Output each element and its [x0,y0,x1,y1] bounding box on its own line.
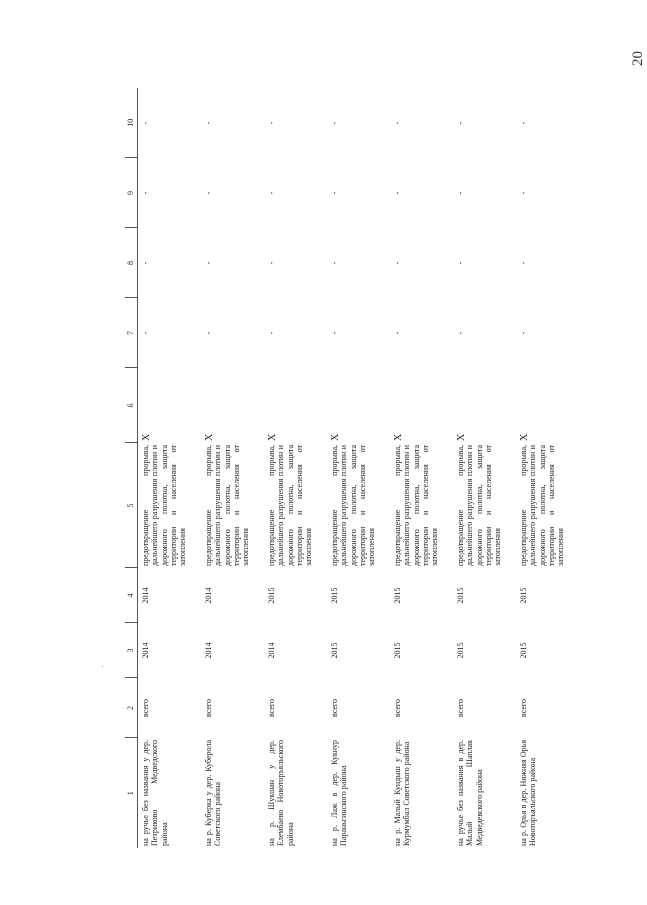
measures-table [125,88,579,848]
value-cell-8: - [204,261,214,265]
total-cell: всего [330,699,340,718]
total-cell: всего [519,699,529,718]
purpose-cell: предотвращение прорыва, дальнейшего разрушения плотин и дорожного полотна, защита территории и населения от затопления [204,445,250,566]
table-row [264,88,327,848]
purpose-cell: предотвращение прорыва, дальнейшего разрушения плотин и дорожного полотна, защита территории и населения от затопления [393,445,439,566]
column-header-5: 5 [125,443,138,568]
value-cell-9: - [330,191,340,195]
value-cell-7: - [519,331,529,335]
table-row [390,88,453,848]
year-end-cell: 2015 [330,587,340,604]
column-header-7: 7 [125,298,138,368]
object-cell: на ручье без названия у дер. Петриково Медведского района [141,740,169,846]
object-cell: на ручье без названия в дер. Малый Шаплак Медведевского района [456,740,484,846]
value-cell-7: - [456,331,466,335]
year-end-cell: 2014 [141,587,151,604]
year-start-cell: 2014 [204,642,214,659]
value-cell-8: - [141,261,151,265]
value-cell-7: - [267,331,277,335]
value-cell-9: - [141,191,151,195]
value-cell-10: - [204,121,214,125]
year-start-cell: 2015 [393,642,403,659]
column-header-2: 2 [125,678,138,738]
object-cell: на р. Шукшан у дер. Елембаево Новоторъяльского района [267,740,295,846]
purpose-cell: предотвращение прорыва, дальнейшего разрушения плотин и дорожного полотна, защита территории и населения от затопления [267,445,313,566]
value-cell-10: - [267,121,277,125]
purpose-cell: предотвращение прорыва, дальнейшего разрушения плотин и дорожного полотна, защита территории и населения от затопления [141,445,187,566]
table-row [201,88,264,848]
column-header-1: 1 [125,738,138,848]
mark-cell: Х [330,433,342,441]
value-cell-8: - [267,261,277,265]
value-cell-10: - [330,121,340,125]
total-cell: всего [456,699,466,718]
page-number: 20 [630,51,646,66]
purpose-cell: предотвращение прорыва, дальнейшего разрушения плотин и дорожного полотна, защита территории и населения от затопления [519,445,565,566]
mark-cell: Х [456,433,468,441]
purpose-cell: предотвращение прорыва, дальнейшего разрушения плотин и дорожного полотна, защита территории и населения от затопления [456,445,502,566]
year-start-cell: 2015 [456,642,466,659]
value-cell-10: - [456,121,466,125]
year-end-cell: 2014 [204,587,214,604]
total-cell: всего [393,699,403,718]
table-row [516,88,579,848]
mark-cell: Х [393,433,405,441]
value-cell-7: - [204,331,214,335]
column-header-10: 10 [125,88,138,158]
object-cell: на р. Малый Кундыш у дер. Курмумбал Советского района [393,740,412,846]
object-cell: на р. Лаж в дер. Кукнур Параньгинского района [330,740,349,846]
value-cell-10: - [393,121,403,125]
value-cell-10: - [141,121,151,125]
table-row [138,88,202,848]
value-cell-9: - [393,191,403,195]
value-cell-9: - [456,191,466,195]
table-row [327,88,390,848]
year-end-cell: 2015 [519,587,529,604]
value-cell-8: - [456,261,466,265]
total-cell: всего [204,699,214,718]
mark-cell: Х [141,433,153,441]
value-cell-10: - [519,121,529,125]
column-header-3: 3 [125,623,138,678]
year-start-cell: 2015 [519,642,529,659]
purpose-cell: предотвращение прорыва, дальнейшего разрушения плотин и дорожного полотна, защита территории и населения от затопления [330,445,376,566]
value-cell-8: - [393,261,403,265]
rotated-table-container [125,88,630,848]
mark-cell: Х [267,433,279,441]
value-cell-7: - [141,331,151,335]
year-start-cell: 2015 [330,642,340,659]
total-cell: всего [267,699,277,718]
value-cell-8: - [330,261,340,265]
year-end-cell: 2015 [393,587,403,604]
mark-cell: Х [204,433,216,441]
year-start-cell: 2014 [141,642,151,659]
column-header-9: 9 [125,158,138,228]
value-cell-7: - [393,331,403,335]
year-end-cell: 2015 [267,587,277,604]
year-start-cell: 2014 [267,642,277,659]
object-cell: на р. Орья в дер. Нижняя Орья Новоторъяльского района [519,740,538,846]
value-cell-9: - [519,191,529,195]
column-header-8: 8 [125,228,138,298]
year-end-cell: 2015 [456,587,466,604]
scan-artifact [102,666,103,667]
header-row [125,88,138,848]
value-cell-7: - [330,331,340,335]
value-cell-8: - [519,261,529,265]
value-cell-9: - [267,191,277,195]
value-cell-9: - [204,191,214,195]
total-cell: всего [141,699,151,718]
mark-cell: Х [519,433,531,441]
column-header-4: 4 [125,568,138,623]
table-row [453,88,516,848]
object-cell: на р. Куберка у дер. Куберола Советского района [204,740,223,846]
column-header-6: 6 [125,368,138,443]
